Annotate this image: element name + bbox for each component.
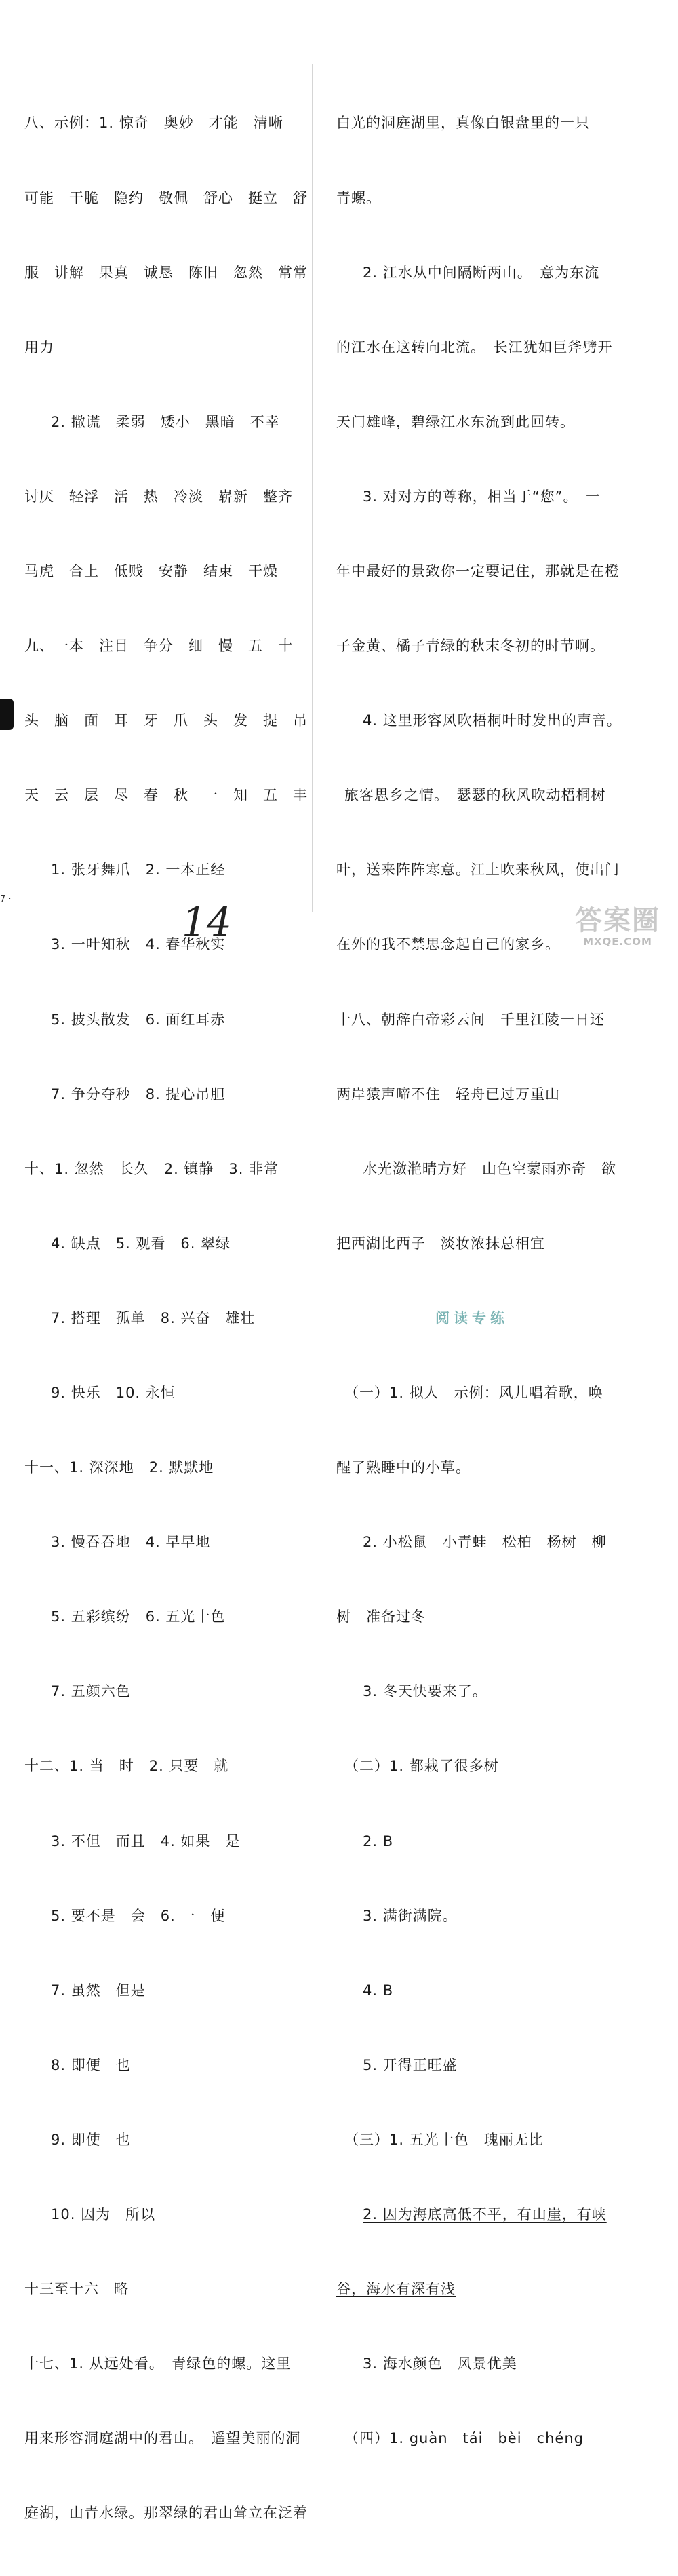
answer-line: 树 准备过冬 bbox=[336, 1609, 426, 1626]
answer-line: 2. 撒谎 柔弱 矮小 黑暗 不幸 bbox=[51, 413, 280, 430]
answer-line: 讨厌 轻浮 活 热 冷淡 崭新 整齐 bbox=[24, 488, 293, 505]
answer-line: 5. 开得正旺盛 bbox=[363, 2056, 458, 2073]
underlined-answer: 2. 因为海底高低不平，有山崖，有峡 bbox=[363, 2206, 607, 2223]
answer-line: 十八、朝辞白帝彩云间 千里江陵一日还 bbox=[336, 1011, 605, 1028]
answer-line: 10. 因为 所以 bbox=[51, 2206, 156, 2223]
page-edge-tab bbox=[0, 699, 14, 730]
left-column bbox=[24, 61, 308, 2576]
answer-line: 十一、1. 深深地 2. 默默地 bbox=[24, 1459, 214, 1476]
answer-line: （二）1. 都栽了很多树 bbox=[344, 1758, 499, 1775]
underlined-answer: 谷，海水有深有浅 bbox=[336, 2281, 456, 2298]
section-title: 阅读专练 bbox=[435, 1309, 509, 1326]
column-divider bbox=[312, 64, 313, 912]
answer-line: 十二、1. 当 时 2. 只要 就 bbox=[24, 1758, 229, 1775]
answer-line: （一）1. 拟人 示例：风儿唱着歌，唤 bbox=[344, 1385, 603, 1401]
answer-line: （四）1. guàn tái bèi chéng bbox=[344, 2430, 584, 2447]
answer-line: 十三至十六 略 bbox=[24, 2281, 129, 2298]
answer-line: 5. 五彩缤纷 6. 五光十色 bbox=[51, 1609, 226, 1626]
watermark bbox=[567, 906, 669, 950]
answer-line: 3. 海水颜色 风景优美 bbox=[363, 2356, 517, 2372]
answer-line: 叶，送来阵阵寒意。江上吹来秋风，使出门 bbox=[336, 862, 620, 879]
answer-line: 把西湖比西子 淡妆浓抹总相宜 bbox=[336, 1235, 545, 1252]
answer-line: 十、1. 忽然 长久 2. 镇静 3. 非常 bbox=[24, 1160, 279, 1177]
handwritten-number: 14 bbox=[182, 899, 232, 945]
answer-line: 2. 小松鼠 小青蛙 松柏 杨树 柳 bbox=[363, 1534, 607, 1551]
answer-line: 年中最好的景致你一定要记住，那就是在橙 bbox=[336, 562, 620, 579]
answer-line bbox=[336, 2277, 607, 2302]
answer-line: 用来形容洞庭湖中的君山。 遥望美丽的洞 bbox=[24, 2430, 301, 2447]
answer-line: 子金黄、橘子青绿的秋末冬初的时节啊。 bbox=[336, 638, 605, 655]
answer-line: 9. 即使 也 bbox=[51, 2131, 131, 2148]
answer-line: 3. 对对方的尊称，相当于“您”。 一 bbox=[363, 488, 601, 505]
answer-line: 3. 不但 而且 4. 如果 是 bbox=[51, 1832, 241, 1849]
answer-line: 天 云 层 尽 春 秋 一 知 五 丰 bbox=[24, 787, 308, 804]
answer-line: 服 讲解 果真 诚恳 陈旧 忽然 常常 bbox=[24, 264, 308, 281]
answer-line: 7. 五颜六色 bbox=[51, 1683, 131, 1700]
answer-line: 可能 干脆 隐约 敬佩 舒心 挺立 舒 bbox=[24, 189, 308, 206]
answer-line: 头 脑 面 耳 牙 爪 头 发 提 吊 bbox=[24, 712, 308, 729]
answer-line: 十七、1. 从远处看。 青绿色的螺。这里 bbox=[24, 2356, 292, 2372]
answer-line: 1. 张牙舞爪 2. 一本正经 bbox=[51, 862, 226, 879]
answer-line: 的江水在这转向北流。 长江犹如巨斧劈开 bbox=[336, 339, 613, 355]
answer-line: 8. 即便 也 bbox=[51, 2056, 131, 2073]
answer-line: 两岸猿声啼不住 轻舟已过万重山 bbox=[336, 1085, 560, 1102]
answer-line: 天门雄峰，碧绿江水东流到此回转。 bbox=[336, 413, 575, 430]
answer-line: 5. 要不是 会 6. 一 便 bbox=[51, 1907, 226, 1924]
answer-line: 水光潋滟晴方好 山色空蒙雨亦奇 欲 bbox=[363, 1160, 616, 1177]
answer-line: 7. 搭理 孤单 8. 兴奋 雄壮 bbox=[51, 1309, 256, 1326]
answer-line: （三）1. 五光十色 瑰丽无比 bbox=[344, 2131, 544, 2148]
page-number: 7 · bbox=[0, 894, 12, 904]
answer-line: 醒了熟睡中的小草。 bbox=[336, 1459, 471, 1476]
answer-line: 白光的洞庭湖里，真像白银盘里的一只 bbox=[336, 115, 590, 132]
answer-line: 3. 一叶知秋 4. 春华秋实 bbox=[51, 936, 226, 953]
watermark-logo: 答案圈 bbox=[575, 905, 660, 936]
answer-line: 在外的我不禁思念起自己的家乡。 bbox=[336, 936, 560, 953]
answer-line: 9. 快乐 10. 永恒 bbox=[51, 1385, 176, 1401]
answer-line: 5. 披头散发 6. 面红耳赤 bbox=[51, 1011, 226, 1028]
answer-line: 3. 冬天快要来了。 bbox=[363, 1683, 487, 1700]
answer-line: 马虎 合上 低贱 安静 结束 干燥 bbox=[24, 562, 278, 579]
answer-line: 用力 bbox=[24, 339, 54, 355]
answer-line: 4. 这里形容风吹梧桐叶时发出的声音。 bbox=[363, 712, 622, 729]
answer-line: 旅客思乡之情。 瑟瑟的秋风吹动梧桐树 bbox=[344, 787, 606, 804]
answer-line: 4. B bbox=[363, 1982, 394, 1999]
answer-line: 九、一本 注目 争分 细 慢 五 十 bbox=[24, 638, 293, 655]
answer-line: 4. 缺点 5. 观看 6. 翠绿 bbox=[51, 1235, 231, 1252]
answer-line: 3. 慢吞吞地 4. 早早地 bbox=[51, 1534, 211, 1551]
answer-line: 7. 虽然 但是 bbox=[51, 1982, 146, 1999]
answer-line: 7. 争分夺秒 8. 提心吊胆 bbox=[51, 1085, 226, 1102]
answer-line: 2. 江水从中间隔断两山。 意为东流 bbox=[363, 264, 600, 281]
answer-line: 3. 满街满院。 bbox=[363, 1907, 458, 1924]
answer-line bbox=[336, 2202, 607, 2227]
answer-line: 庭湖，山青水绿。那翠绿的君山耸立在泛着 bbox=[24, 2505, 308, 2522]
watermark-url: MXQE.COM bbox=[583, 936, 652, 948]
answer-line: 2. B bbox=[363, 1832, 394, 1849]
answer-line: 青螺。 bbox=[336, 189, 381, 206]
answer-line: 八、示例：1. 惊奇 奥妙 才能 清晰 bbox=[24, 115, 283, 132]
